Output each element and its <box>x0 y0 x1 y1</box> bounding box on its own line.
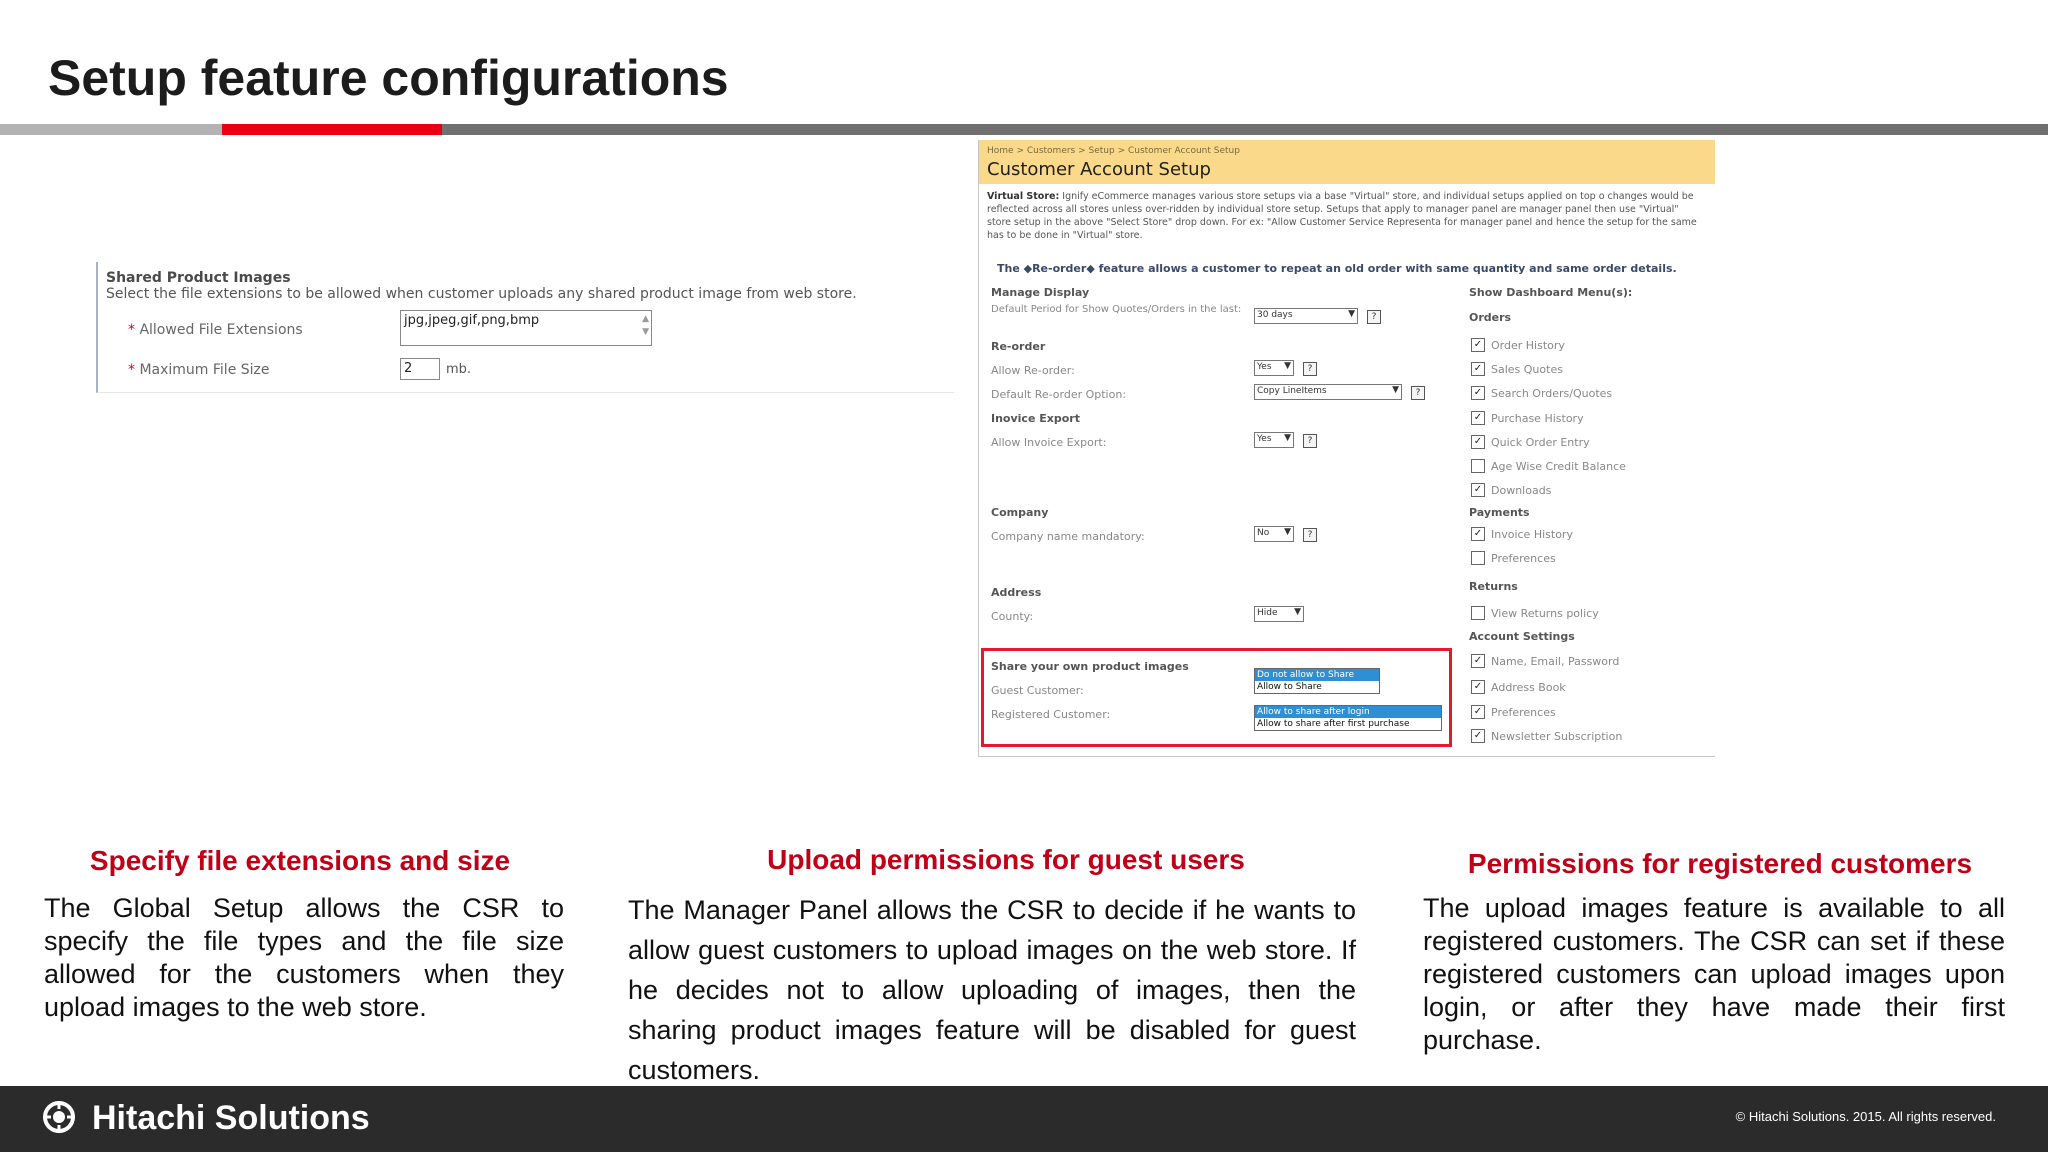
dropdown-arrow-icon: ▼ <box>1294 607 1301 617</box>
allowed-ext-textarea[interactable] <box>400 310 652 346</box>
default-period-label: Default Period for Show Quotes/Orders in the last: <box>991 304 1242 315</box>
invoice-history-checkbox[interactable]: ✓ <box>1471 527 1485 541</box>
quick-order-entry-label: Quick Order Entry <box>1491 436 1590 449</box>
purchase-history-checkbox[interactable]: ✓ <box>1471 411 1485 425</box>
dropdown-arrow-icon: ▼ <box>1284 361 1291 371</box>
guest-option-selected[interactable]: Do not allow to Share <box>1255 669 1379 681</box>
middle-column-body: The Manager Panel allows the CSR to decide if he wants to allow guest customers to upload images on the web store. If he decides not to allow uploading of images, then the sharing product images feature will be disabled for guest customers. <box>628 895 1356 1085</box>
default-reorder-select[interactable] <box>1254 384 1402 400</box>
county-label: County: <box>991 610 1034 623</box>
invoice-export-heading: Inovice Export <box>991 412 1080 425</box>
dashboard-heading: Show Dashboard Menu(s): <box>1469 286 1633 299</box>
company-mandatory-label: Company name mandatory: <box>991 530 1145 543</box>
share-images-heading: Share your own product images <box>991 660 1189 673</box>
max-size-unit: mb. <box>446 362 472 377</box>
dropdown-arrow-icon: ▼ <box>1284 527 1291 537</box>
dropdown-arrow-icon: ▼ <box>1284 433 1291 443</box>
reorder-heading: Re-order <box>991 340 1046 353</box>
order-history-label: Order History <box>1491 339 1565 352</box>
default-reorder-label: Default Re-order Option: <box>991 388 1127 401</box>
left-column-heading: Specify file extensions and size <box>89 845 511 876</box>
manage-display-heading: Manage Display <box>991 286 1090 299</box>
order-history-checkbox[interactable]: ✓ <box>1471 338 1485 352</box>
allow-invoice-export-label: Allow Invoice Export: <box>991 436 1107 449</box>
returns-heading: Returns <box>1469 580 1518 593</box>
allow-reorder-select[interactable] <box>1254 360 1294 376</box>
allowed-ext-label-row <box>128 322 303 338</box>
company-heading: Company <box>991 506 1049 519</box>
county-select[interactable] <box>1254 606 1304 622</box>
address-heading: Address <box>991 586 1042 599</box>
brand-name: Hitachi Solutions <box>92 1099 370 1137</box>
downloads-label: Downloads <box>1491 484 1552 497</box>
help-icon[interactable]: ? <box>1303 362 1317 376</box>
customer-account-setup-panel <box>978 140 1715 757</box>
title-divider-light-segment <box>0 124 222 135</box>
spi-heading: Shared Product Images <box>106 270 291 286</box>
virtual-store-text: Ignify eCommerce manages various store setups via a base "Virtual" store, and individual setups applied on top o changes would be reflected across all stores unless over-ridden by individual store setup. Setups that apply to manager panel are manager panel then use "Virtual" store setup in the above "Select Store" drop down. For ex: "Allow Customer Service Representa for manager panel and hence the setup for the same has to be done in "Virtual" store. <box>987 191 1697 241</box>
sales-quotes-label: Sales Quotes <box>1491 363 1563 376</box>
allow-invoice-export-value: Yes <box>1257 434 1272 444</box>
help-icon[interactable]: ? <box>1303 528 1317 542</box>
company-mandatory-select[interactable] <box>1254 526 1294 542</box>
guest-customer-listbox[interactable] <box>1254 668 1380 694</box>
search-orders-checkbox[interactable]: ✓ <box>1471 386 1485 400</box>
account-preferences-checkbox[interactable]: ✓ <box>1471 705 1485 719</box>
view-returns-policy-label: View Returns policy <box>1491 607 1599 620</box>
allow-invoice-export-select[interactable] <box>1254 432 1294 448</box>
help-icon[interactable]: ? <box>1303 434 1317 448</box>
newsletter-checkbox[interactable]: ✓ <box>1471 729 1485 743</box>
dropdown-arrow-icon: ▼ <box>1348 309 1355 319</box>
allow-reorder-value: Yes <box>1257 362 1272 372</box>
default-reorder-value: Copy LineItems <box>1257 386 1327 396</box>
default-period-value: 30 days <box>1257 310 1293 320</box>
registered-option[interactable]: Allow to share after first purchase <box>1257 719 1410 729</box>
help-icon[interactable]: ? <box>1367 310 1381 324</box>
slide-title: Setup feature configurations <box>48 50 729 106</box>
shared-product-images-panel <box>96 262 954 393</box>
company-mandatory-value: No <box>1257 528 1270 538</box>
purchase-history-label: Purchase History <box>1491 412 1584 425</box>
address-book-checkbox[interactable]: ✓ <box>1471 680 1485 694</box>
allowed-ext-label: Allowed File Extensions <box>139 322 303 338</box>
age-wise-credit-label: Age Wise Credit Balance <box>1491 460 1626 473</box>
required-marker: * <box>128 322 135 338</box>
payment-preferences-label: Preferences <box>1491 552 1556 565</box>
invoice-history-label: Invoice History <box>1491 528 1573 541</box>
breadcrumb[interactable]: Home > Customers > Setup > Customer Account Setup <box>987 146 1240 156</box>
scroll-arrows-icon[interactable]: ▲ ▼ <box>642 314 649 337</box>
quick-order-entry-checkbox[interactable]: ✓ <box>1471 435 1485 449</box>
title-divider-red-segment <box>222 124 442 135</box>
guest-customer-label: Guest Customer: <box>991 684 1084 697</box>
registered-customer-listbox[interactable] <box>1254 705 1442 731</box>
account-preferences-label: Preferences <box>1491 706 1556 719</box>
reorder-note: The ◆Re-order◆ feature allows a customer to repeat an old order with same quantity and same order details. <box>997 262 1677 275</box>
name-email-password-checkbox[interactable]: ✓ <box>1471 654 1485 668</box>
help-icon[interactable]: ? <box>1411 386 1425 400</box>
sales-quotes-checkbox[interactable]: ✓ <box>1471 362 1485 376</box>
view-returns-policy-checkbox[interactable] <box>1471 606 1485 620</box>
hitachi-logo-icon <box>42 1100 76 1134</box>
required-marker: * <box>128 362 135 378</box>
orders-heading: Orders <box>1469 311 1512 324</box>
default-period-select[interactable] <box>1254 308 1358 324</box>
max-size-label: Maximum File Size <box>139 362 270 378</box>
middle-column-heading: Upload permissions for guest users <box>767 844 1245 875</box>
guest-option[interactable]: Allow to Share <box>1257 682 1322 692</box>
search-orders-label: Search Orders/Quotes <box>1491 387 1613 400</box>
cas-title: Customer Account Setup <box>987 159 1211 180</box>
left-column-body: The Global Setup allows the CSR to specify the file types and the file size allowed for the customers when they upload images to the web store. <box>44 893 564 1022</box>
payment-preferences-checkbox[interactable] <box>1471 551 1485 565</box>
allow-reorder-label: Allow Re-order: <box>991 364 1075 377</box>
name-email-password-label: Name, Email, Password <box>1491 655 1620 668</box>
allowed-ext-value: jpg,jpeg,gif,png,bmp <box>404 313 540 328</box>
dropdown-arrow-icon: ▼ <box>1392 385 1399 395</box>
downloads-checkbox[interactable]: ✓ <box>1471 483 1485 497</box>
registered-option-selected[interactable]: Allow to share after login <box>1255 706 1441 718</box>
right-column-heading: Permissions for registered customers <box>1467 848 1973 879</box>
age-wise-credit-checkbox[interactable] <box>1471 459 1485 473</box>
address-book-label: Address Book <box>1491 681 1566 694</box>
virtual-store-note <box>987 190 1703 242</box>
spi-description: Select the file extensions to be allowed when customer uploads any shared product image from web store. <box>106 286 857 302</box>
virtual-store-label: Virtual Store: <box>987 191 1060 202</box>
newsletter-label: Newsletter Subscription <box>1491 730 1623 743</box>
max-size-label-row <box>128 362 270 378</box>
payments-heading: Payments <box>1469 506 1530 519</box>
account-settings-heading: Account Settings <box>1469 630 1575 643</box>
copyright-notice: © Hitachi Solutions. 2015. All rights reserved. <box>1735 1109 1996 1124</box>
county-value: Hide <box>1257 608 1278 618</box>
registered-customer-label: Registered Customer: <box>991 708 1111 721</box>
right-column-body: The upload images feature is available to all registered customers. The CSR can set if these registered customers can upload images upon login, or after they have made their first purchase. <box>1423 893 2005 1055</box>
max-size-input[interactable]: 2 <box>400 358 440 380</box>
